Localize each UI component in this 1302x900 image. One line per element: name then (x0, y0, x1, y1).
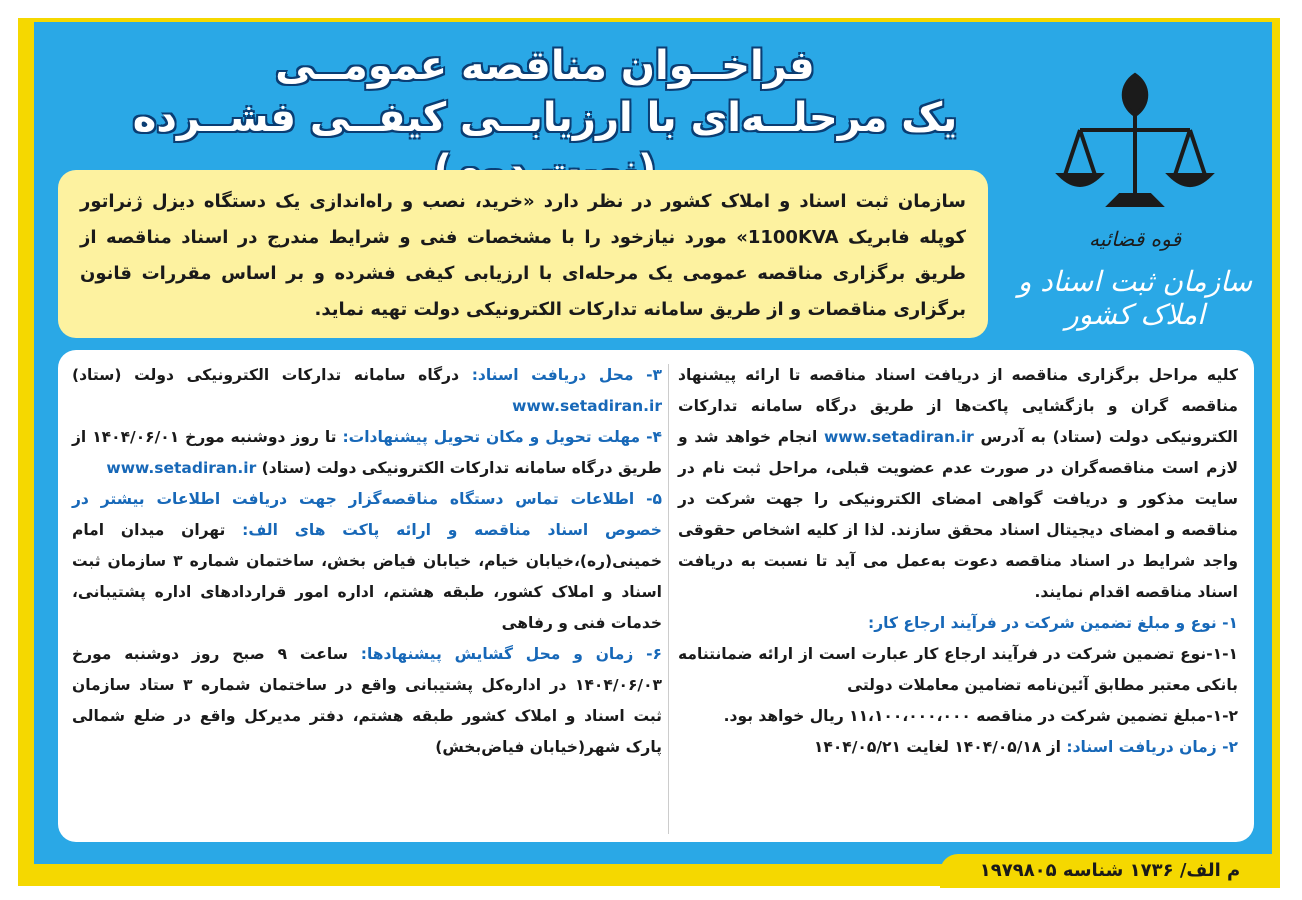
section-2-title: ۲- زمان دریافت اسناد: (1066, 738, 1238, 756)
section-3-title: ۳- محل دریافت اسناد: (471, 366, 663, 384)
title-line-1: فراخــوان مناقصه عمومــی (275, 43, 815, 89)
intro-box (58, 170, 988, 338)
section-2-text: از ۱۴۰۴/۰۵/۱۸ لغایت ۱۴۰۴/۰۵/۲۱ (813, 738, 1061, 756)
org-name: سازمان ثبت اسناد و املاک کشور (1017, 265, 1253, 331)
section-3-text: درگاه سامانه تدارکات الکترونیکی دولت (ستاد) (72, 366, 460, 384)
section-5-title: ۵- اطلاعات تماس دستگاه مناقصه‌گزار جهت دریافت اطلاعات بیشتر در خصوص اسناد مناقصه و ارائه پاکت های الف: (72, 490, 662, 539)
scales-of-justice-icon (1050, 55, 1220, 225)
section-5 (72, 484, 662, 639)
right-column (678, 360, 1238, 763)
general-paragraph-end: انجام خواهد شد و لازم است مناقصه‌گران در صورت عدم عضویت قبلی، مراحل ثبت نام در سایت مذکور و دریافت گواهی امضای الکترونیکی را جهت شرکت در مناقصه و امضای دیجیتال اسناد محقق سازند. لذا از کلیه اشخاص حقوقی واجد شرایط در اسناد مناقصه دعوت به‌عمل می آید تا نسبت به دریافت اسناد مناقصه اقدام نمایند. (678, 428, 1238, 601)
section-1-2: ۱-۲-مبلغ تضمین شرکت در مناقصه ۱۱،۱۰۰،۰۰۰،۰۰۰ ریال خواهد بود. (723, 707, 1238, 725)
org-logo (1010, 55, 1260, 331)
section-1-title: ۱- نوع و مبلغ تضمین شرکت در فرآیند ارجاع کار: (868, 614, 1238, 632)
section-5-text: تهران میدان امام خمینی(ره)،خیابان خیام، خیابان فیاض بخش، ساختمان شماره ۳ سازمان ثبت اسناد و املاک کشور، طبقه هشتم، اداره امور قراردادهای اداره پشتیبانی، خدمات فنی و رفاهی (72, 521, 662, 632)
section-4-title: ۴- مهلت تحویل و مکان تحویل پیشنهادات: (342, 428, 663, 446)
column-divider (668, 364, 669, 834)
section-4-text: تا روز دوشنبه مورخ ۱۴۰۴/۰۶/۰۱ از طریق درگاه سامانه تدارکات الکترونیکی دولت (ستاد) (72, 428, 662, 477)
footer-id: م الف/ ۱۷۳۶ شناسه ۱۹۷۹۸۰۵ (940, 854, 1280, 888)
section-3-link[interactable]: www.setadiran.ir (512, 397, 662, 415)
title-line-2: یک مرحلــه‌ای با ارزیابــی کیفــی فشــرده (132, 95, 958, 141)
section-6-title: ۶- زمان و محل گشایش پیشنهادها: (360, 645, 662, 663)
details-panel (58, 350, 1254, 842)
general-paragraph-start: کلیه مراحل برگزاری مناقصه از دریافت اسناد مناقصه تا ارائه پیشنهاد مناقصه گران و بازگشایی پاکت‌ها از طریق درگاه سامانه تدارکات الکترونیکی دولت (ستاد) به آدرس (678, 366, 1238, 446)
left-column (72, 360, 662, 763)
judiciary-label: قوه قضائیه (1088, 227, 1182, 251)
section-1-1: ۱-۱-نوع تضمین شرکت در فرآیند ارجاع کار عبارت است از ارائه ضمانتنامه بانکی معتبر مطابق آئین‌نامه تضامین معاملات دولتی (678, 645, 1238, 694)
section-2 (678, 732, 1238, 763)
intro-text: سازمان ثبت اسناد و املاک کشور در نظر دارد «خرید، نصب و راه‌اندازی یک دستگاه دیزل ژنراتور کوپله فابریک 1100KVA» مورد نیازخود را با مشخصات فنی و شرایط مندرج در اسناد مناقصه از طریق برگزاری مناقصه عمومی یک مرحله‌ای با ارزیابی کیفی فشرده و بر اساس مقررات قانون برگزاری مناقصات و از طریق سامانه تدارکات الکترونیکی دولت تهیه نماید. (80, 191, 966, 320)
section-3 (72, 360, 662, 422)
section-4 (72, 422, 662, 484)
section-6 (72, 639, 662, 763)
section-6-text: ساعت ۹ صبح روز دوشنبه مورخ ۱۴۰۴/۰۶/۰۳ در اداره‌کل پشتیبانی واقع در ساختمان شماره ۳ ستاد سازمان ثبت اسناد و املاک کشور طبقه هشتم، دفتر مدیرکل واقع در ضلع شمالی پارک شهر(خیابان فیاض‌بخش) (72, 645, 662, 756)
website-link[interactable]: www.setadiran.ir (823, 428, 974, 446)
section-4-link[interactable]: www.setadiran.ir (106, 459, 257, 477)
